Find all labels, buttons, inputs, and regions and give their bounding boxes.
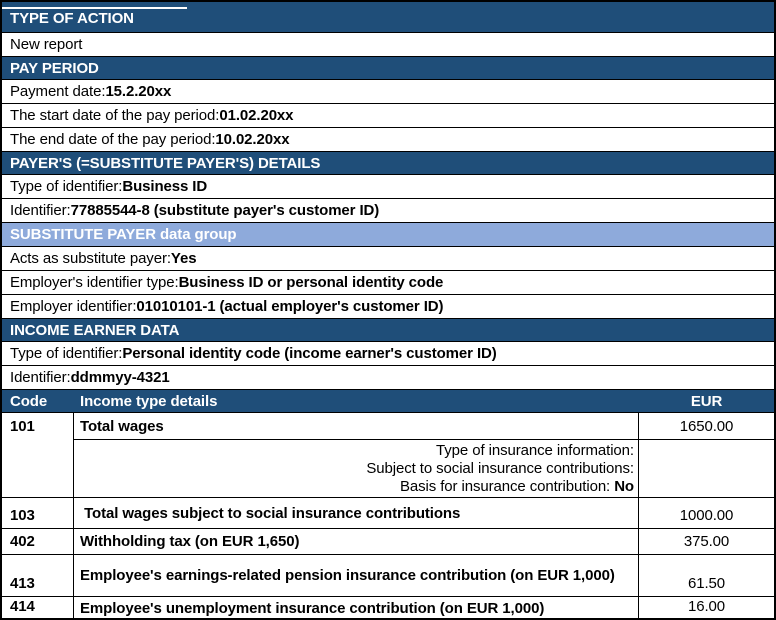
income-eur-101: 1650.00 <box>639 413 774 440</box>
payment-date-row <box>2 79 774 103</box>
insurance-info-cell <box>74 440 639 497</box>
income-earner-identifier-value: ddmmyy-4321 <box>70 369 170 386</box>
income-details-103: Total wages subject to social insurance contributions <box>74 498 639 528</box>
payment-date-label: Payment date: <box>10 83 106 100</box>
acts-as-substitute-payer-label: Acts as substitute payer: <box>10 250 171 267</box>
income-row-103 <box>2 497 774 528</box>
section-header-substitute-payer-label: SUBSTITUTE PAYER data group <box>10 226 237 243</box>
section-header-pay-period <box>2 56 774 79</box>
insurance-info-line-3-value: No <box>614 477 634 495</box>
insurance-info-line-2: Subject to social insurance contributions: <box>366 459 634 477</box>
insurance-eur-empty-cell <box>639 440 774 497</box>
pay-period-start-value: 01.02.20xx <box>219 107 294 124</box>
type-of-action-value: New report <box>10 36 83 53</box>
income-code-413: 413 <box>2 555 74 596</box>
income-code-414: 414 <box>2 597 74 619</box>
insurance-info-line-1: Type of insurance information: <box>436 441 634 459</box>
acts-as-substitute-payer-row <box>2 246 774 270</box>
employer-identifier-row <box>2 294 774 318</box>
income-code-402: 402 <box>2 529 74 554</box>
pay-period-start-row <box>2 103 774 127</box>
income-code-103: 103 <box>2 498 74 528</box>
payer-identifier-type-row <box>2 174 774 198</box>
header-artifact-line <box>2 7 187 9</box>
employer-identifier-type-label: Employer's identifier type: <box>10 274 179 291</box>
income-details-413: Employee's earnings-related pension insurance contribution (on EUR 1,000) <box>74 555 639 596</box>
income-row-101-group <box>2 412 774 497</box>
income-table-header-code: Code <box>10 392 48 410</box>
employer-identifier-label: Employer identifier: <box>10 298 137 315</box>
payer-identifier-row <box>2 198 774 222</box>
income-eur-413: 61.50 <box>687 575 726 592</box>
payment-date-value: 15.2.20xx <box>105 83 172 100</box>
payer-identifier-type-value: Business ID <box>122 178 208 195</box>
employer-identifier-value: 01010101-1 (actual employer's customer ID) <box>136 298 444 315</box>
income-earner-identifier-type-label: Type of identifier: <box>10 345 123 362</box>
acts-as-substitute-payer-value: Yes <box>170 250 197 267</box>
income-row-413 <box>2 554 774 596</box>
pay-period-end-value: 10.02.20xx <box>215 131 290 148</box>
income-row-414 <box>2 596 774 619</box>
section-header-substitute-payer <box>2 222 774 246</box>
pay-period-start-label: The start date of the pay period: <box>10 107 220 124</box>
employer-identifier-type-value: Business ID or personal identity code <box>178 274 444 291</box>
income-table-header <box>2 389 774 412</box>
income-eur-103: 1000.00 <box>679 507 734 524</box>
income-table-header-details: Income type details <box>80 392 218 410</box>
type-of-action-value-row <box>2 32 774 56</box>
section-header-income-earner <box>2 318 774 341</box>
income-earner-identifier-type-value: Personal identity code (income earner's customer ID) <box>122 345 497 362</box>
section-header-payer-details-label: PAYER'S (=SUBSTITUTE PAYER'S) DETAILS <box>10 154 321 172</box>
pay-period-end-row <box>2 127 774 151</box>
income-details-402: Withholding tax (on EUR 1,650) <box>74 529 639 554</box>
income-eur-402: 375.00 <box>683 533 730 550</box>
section-header-type-of-action-label: TYPE OF ACTION <box>10 10 134 27</box>
section-header-payer-details <box>2 151 774 174</box>
income-details-101: Total wages <box>74 413 639 440</box>
income-earner-identifier-row <box>2 365 774 389</box>
section-header-income-earner-label: INCOME EARNER DATA <box>10 321 180 339</box>
section-header-pay-period-label: PAY PERIOD <box>10 59 99 77</box>
payer-identifier-type-label: Type of identifier: <box>10 178 123 195</box>
payer-identifier-label: Identifier: <box>10 202 71 219</box>
employer-identifier-type-row <box>2 270 774 294</box>
income-row-402 <box>2 528 774 554</box>
income-earner-identifier-label: Identifier: <box>10 369 71 386</box>
pay-period-end-label: The end date of the pay period: <box>10 131 216 148</box>
insurance-info-line-3 <box>74 478 634 496</box>
income-eur-414: 16.00 <box>687 598 726 615</box>
income-code-101: 101 <box>2 413 74 497</box>
section-header-type-of-action <box>2 2 774 32</box>
income-earner-identifier-type-row <box>2 341 774 365</box>
payer-identifier-value: 77885544-8 (substitute payer's customer ID) <box>70 202 380 219</box>
income-table-header-eur: EUR <box>690 392 723 410</box>
income-details-414: Employee's unemployment insurance contribution (on EUR 1,000) <box>74 597 639 619</box>
insurance-info-line-3-label: Basis for insurance contribution: <box>399 477 615 495</box>
